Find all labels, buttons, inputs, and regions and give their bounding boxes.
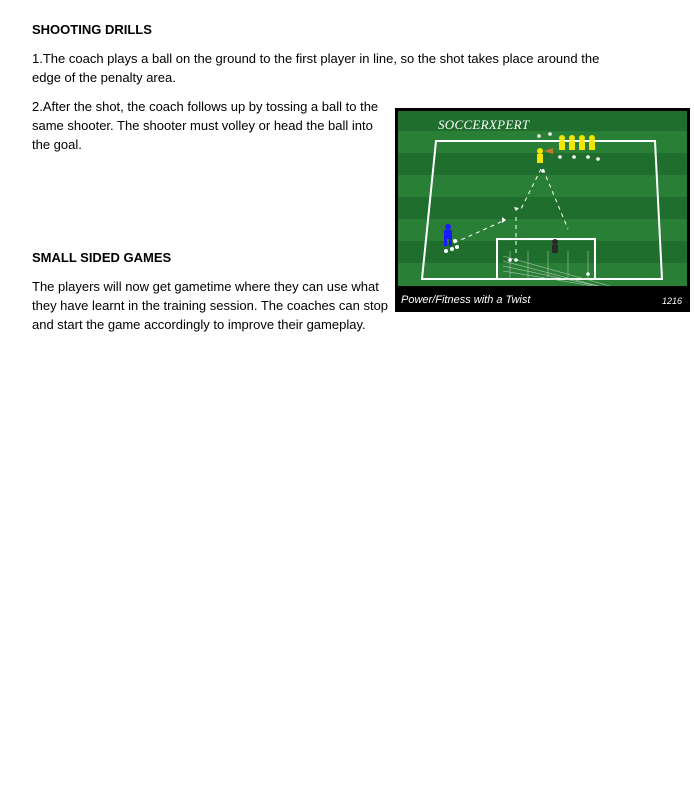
brand-logo-text: SOCCERXPERT (438, 117, 530, 132)
goalkeeper-figure (552, 239, 558, 253)
soccer-field-drawing (398, 111, 687, 286)
shooting-drills-heading: SHOOTING DRILLS (32, 22, 152, 37)
drill-diagram (395, 108, 690, 312)
shooting-step-2: 2.After the shot, the coach follows up by tossing a ball to the same shooter. The shooter must volley or head the ball into the goal. (32, 99, 379, 152)
shooting-step-1: 1.The coach plays a ball on the ground to the first player in line, so the shot takes place around the edge of the penalty area. (32, 51, 600, 85)
diagram-caption: Power/Fitness with a Twist (401, 294, 531, 306)
diagram-code: 1216 (661, 296, 682, 306)
small-sided-games-heading: SMALL SIDED GAMES (32, 250, 172, 265)
small-sided-games-text: The players will now get gametime where they can use what they have learnt in the training session. The coaches can stop and start the game accordingly to improve their gameplay. (32, 279, 389, 332)
